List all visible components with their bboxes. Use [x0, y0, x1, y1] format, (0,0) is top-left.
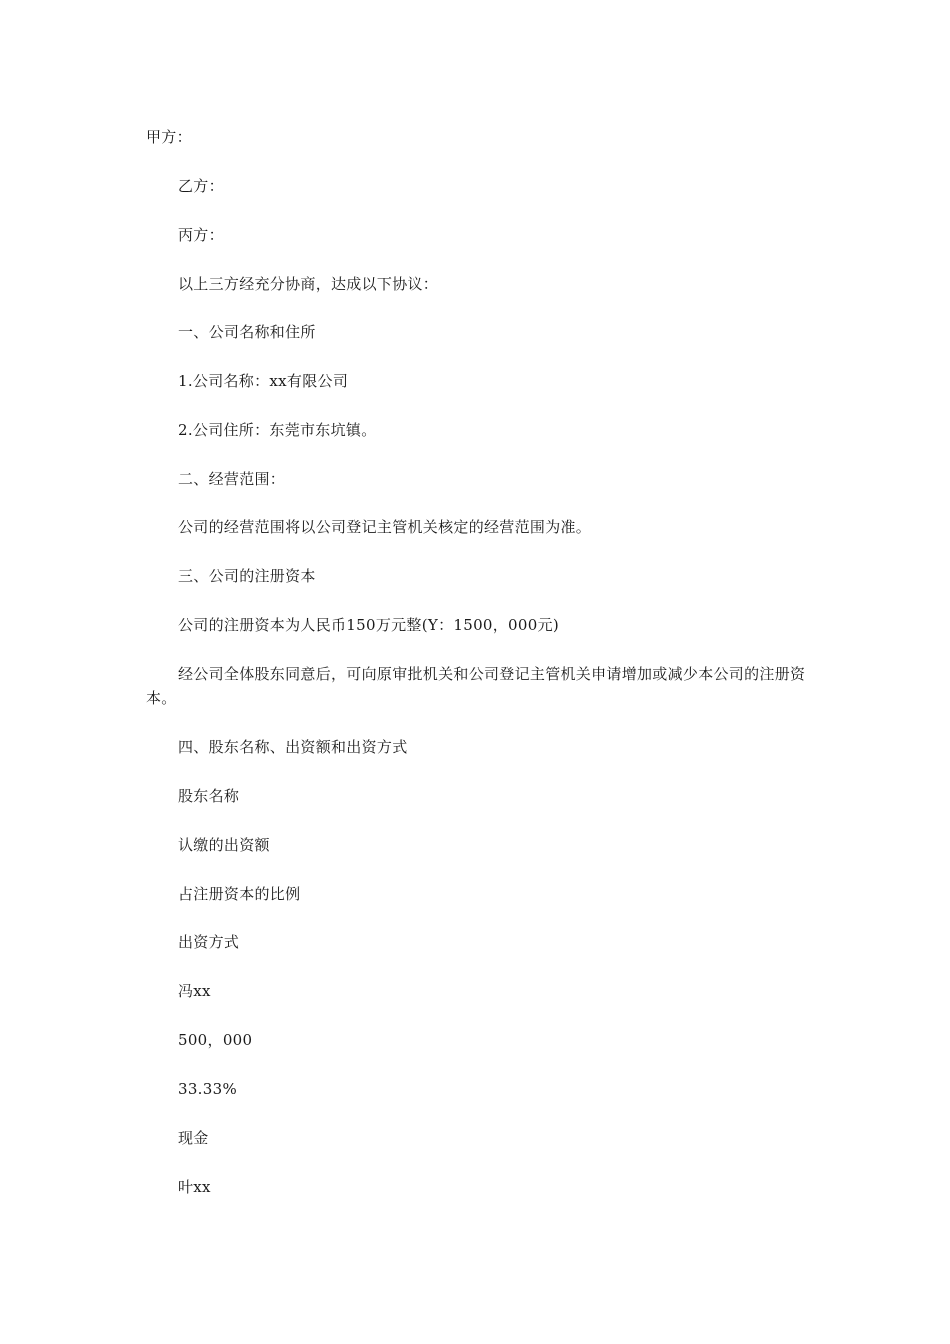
section-3-heading: 三、公司的注册资本	[178, 567, 316, 585]
party-a-label: 甲方：	[146, 128, 192, 146]
agreement-intro: 以上三方经充分协商，达成以下协议：	[178, 275, 439, 293]
shareholder-1-method: 现金	[178, 1129, 209, 1147]
section-2-heading: 二、经营范围：	[178, 470, 286, 488]
shareholder-name-header: 股东名称	[178, 787, 240, 805]
subscribed-amount-header: 认缴的出资额	[178, 836, 270, 854]
shareholder-1-name: 冯xx	[178, 982, 211, 1000]
party-b-label: 乙方：	[178, 177, 224, 195]
capital-change-clause: 经公司全体股东同意后，可向原审批机关和公司登记主管机关申请增加或减少本公司的注册资本。	[146, 665, 806, 707]
section-1-heading: 一、公司名称和住所	[178, 323, 316, 341]
company-address-clause: 2.公司住所：东莞市东坑镇。	[178, 421, 377, 439]
party-c-label: 丙方：	[178, 226, 224, 244]
shareholder-1-ratio: 33.33%	[178, 1080, 237, 1098]
shareholder-1-amount: 500，000	[178, 1031, 253, 1049]
contribution-method-header: 出资方式	[178, 933, 240, 951]
business-scope-clause: 公司的经营范围将以公司登记主管机关核定的经营范围为准。	[178, 518, 592, 536]
shareholder-2-name: 叶xx	[178, 1178, 211, 1196]
capital-ratio-header: 占注册资本的比例	[178, 885, 301, 903]
company-name-clause: 1.公司名称：xx有限公司	[178, 372, 349, 390]
registered-capital-clause: 公司的注册资本为人民币150万元整(Y：1500，000元)	[178, 616, 560, 634]
section-4-heading: 四、股东名称、出资额和出资方式	[178, 738, 408, 756]
